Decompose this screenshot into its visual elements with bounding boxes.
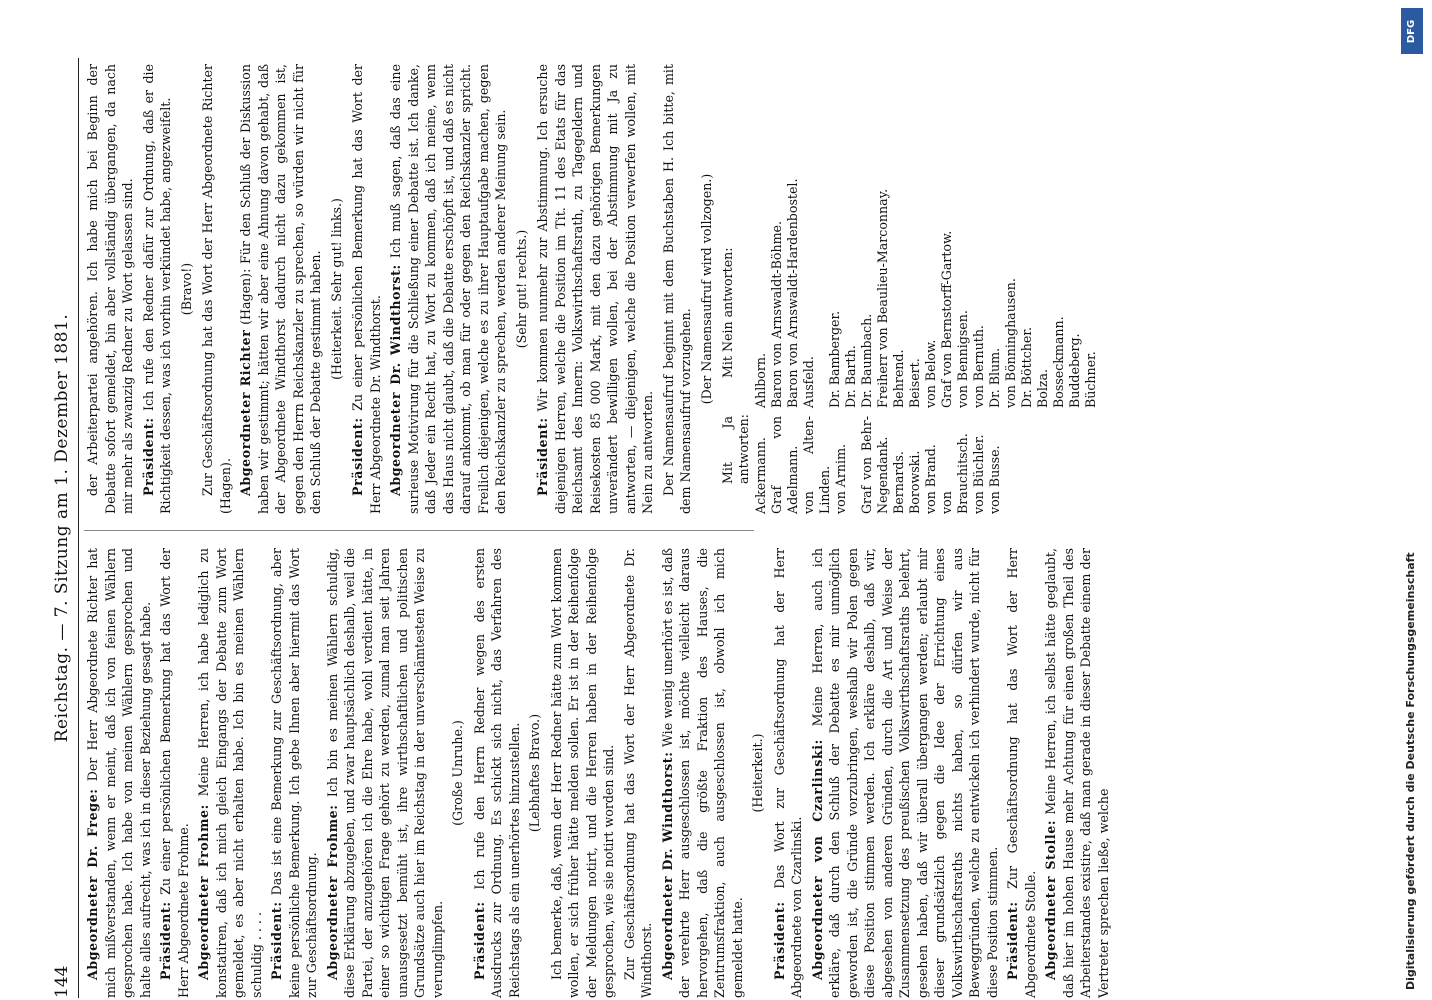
right_column-paragraph bbox=[534, 64, 657, 514]
running-title: Reichstag. — 7. Sitzung am 1. Dezember 1881. bbox=[52, 313, 72, 743]
ja-names bbox=[753, 416, 1099, 514]
left_column-paragraph bbox=[621, 548, 656, 998]
speaker-label: Abgeordneter Richter bbox=[238, 329, 253, 496]
member-name: von Alten-Linden. bbox=[801, 416, 832, 514]
page-number: 144 bbox=[52, 965, 72, 998]
member-name: Dr. Baumbach. bbox=[859, 313, 874, 408]
paragraph-text: Zur Geschäftsordnung hat das Wort der Herr Abgeordnete Dr. Windthorst. bbox=[621, 548, 654, 998]
dfg-logo-text: DFG bbox=[1406, 19, 1418, 43]
paragraph-text: Zu einer persönlichen Bemerkung hat das Wort der Herr Abgeordnete Dr. Windthorst. bbox=[350, 64, 383, 514]
right_column-paragraph bbox=[349, 64, 384, 514]
paragraph-text: der Arbeiterpartei angehören. Ich habe mich bei Beginn der Debatte sofort gemeldet, bin aber vollständig übergangen, da nach mir mehr als zwanzig Redner zu Wort gelassen sind. bbox=[85, 64, 135, 514]
right-column bbox=[84, 64, 1099, 514]
nein-names bbox=[753, 64, 1099, 408]
member-name: Graf von Bernstorff-Gartow. bbox=[939, 230, 954, 408]
member-name: Büchner. bbox=[1083, 351, 1098, 408]
member-name: von Brand. bbox=[923, 444, 938, 514]
header-rule bbox=[78, 58, 79, 998]
member-name: von Brauchitsch. bbox=[939, 433, 970, 514]
left_column-paragraph bbox=[548, 548, 618, 998]
left_column-paragraph bbox=[157, 548, 192, 998]
member-name: Freiherr von Beaulieu-Marconnay. bbox=[875, 188, 890, 408]
member-name: von Busse. bbox=[987, 445, 1002, 514]
paragraph-text: Der Herr Abgeordnete Richter hat mich mißverstanden, wenn er meint, daß ich von feinen Wählern gesprochen habe. Ich habe von meinen Wählern gesprochen und halte alles aufrecht, was ich in dieser Beziehung gesagt habe. bbox=[85, 548, 153, 998]
member-name: Dr. Barth. bbox=[843, 345, 858, 408]
name-gap bbox=[849, 416, 859, 514]
right_column-paragraph bbox=[84, 64, 137, 514]
running-head bbox=[50, 58, 80, 998]
left_column-paragraph bbox=[1042, 548, 1112, 998]
member-name: von Büchler. bbox=[971, 434, 986, 514]
left-column bbox=[84, 548, 1115, 998]
left_column-paragraph: (Heiterkeit.) bbox=[750, 733, 765, 813]
member-name: Graf von Adelmann. bbox=[769, 416, 800, 514]
paragraph-text: Das ist eine Bemerkung zur Geschäftsordnung, aber keine persönliche Bemerkung. Ich gebe Ihnen aber hiermit das Wort zur Geschäftsordnung. bbox=[269, 548, 319, 998]
paragraph-text: (Hagen): Für den Schluß der Diskussion haben wir gestimmt; hätten wir aber eine Ahnung davon gehabt, daß der Abgeordnete Windthorst dadurch nicht dazu gekommen ist, gegen den Herrn Reichskanzler zu sprechen, so würden wir nicht für den Schluß der Debatte gestimmt haben. bbox=[238, 63, 323, 514]
speaker-label: Präsident: bbox=[350, 417, 365, 496]
right_column-paragraph: (Heiterkeit. Sehr gut! links.) bbox=[328, 198, 344, 380]
paragraph-text: Ich muß sagen, daß das eine surieuse Motivirung für die Schließung einer Debatte ist. Ich danke, daß Jeder ein Recht hat, zu Wort zu kommen, daß ich meine, wenn das Haus nicht glaubt, daß die Debatte erschöpft ist, und daß es nicht darauf ankommt, ob man für oder gegen den Reichskanzler spricht. Freilich diejenigen, welche es zu ihrer Hauptaufgabe machen, gegen den Reichskanzler zu sprechen, werden anderer Meinung sein. bbox=[388, 64, 508, 514]
paragraph-text: Das Wort zur Geschäftsordnung hat der Herr Abgeordnete von Czarlinski. bbox=[771, 548, 804, 998]
dfg-credit-strip bbox=[1398, 0, 1432, 1000]
left_column-paragraph bbox=[268, 548, 321, 998]
paragraph-text: Zu einer persönlichen Bemerkung hat das Wort der Herr Abgeordnete Frohme. bbox=[158, 548, 191, 998]
left_column-paragraph bbox=[471, 548, 524, 998]
paragraph-text: Ich bin es meinen Wählern schuldig, diese Erklärung abzugeben, und zwar hauptsächlich deshalb, weil die Partei, der anzugehören ich die Ehre habe, wohl verdient hätte, in einer so wichtigen Frage gehört zu werden, zumal man seit Jahren unausgesetzt bemüht ist, ihre wirthschaftlichen und politischen Grundsätze auch hier im Reichstag in der unverschämtesten Weise zu verunglimpfen. bbox=[324, 547, 445, 998]
right_column-paragraph bbox=[387, 64, 510, 514]
speaker-label: Abgeordneter Dr. Frege: bbox=[85, 788, 100, 980]
scanned-page bbox=[50, 58, 1111, 998]
speaker-label: Abgeordneter Frohme: bbox=[324, 804, 340, 980]
member-name: Bernards. bbox=[891, 451, 906, 514]
member-name: Borowski. bbox=[907, 450, 922, 514]
speaker-label: Abgeordneter Frohme: bbox=[196, 804, 211, 980]
vote-list bbox=[719, 64, 1099, 514]
member-name: von Arnim. bbox=[833, 443, 848, 514]
right_column-paragraph bbox=[660, 64, 695, 514]
speaker-label: Präsident: bbox=[1005, 901, 1020, 980]
speaker-label: Abgeordneter Dr. Windthorst: bbox=[388, 264, 403, 496]
name-gap bbox=[817, 64, 827, 408]
speaker-label: Präsident: bbox=[771, 901, 787, 980]
member-name: Dr. Bamberger. bbox=[827, 310, 842, 408]
member-name: von Bernuth. bbox=[971, 325, 986, 408]
ja-heading: Mit Ja antworten: bbox=[720, 414, 751, 484]
speaker-label: Abgeordneter von Czarlinski: bbox=[809, 739, 825, 980]
member-name: von Bönninghausen. bbox=[1003, 278, 1018, 408]
member-name: Behrend. bbox=[891, 349, 906, 408]
member-name: Baron von Arnswaldt-Hardenbostel. bbox=[785, 178, 800, 408]
member-name: Ausfeld. bbox=[801, 356, 816, 408]
right_column-paragraph bbox=[199, 64, 234, 514]
paragraph-text: Meine Herren, ich selbst hätte geglaubt, daß hier im hohen Hause mehr Achtung für einen großen Theil des Arbeiterstandes existire, daß man gerade in dieser Debatte einem der Vertreter sprechen ließe, welche bbox=[1043, 548, 1111, 998]
speaker-label: Präsident: bbox=[535, 417, 550, 496]
member-name: von Below. bbox=[923, 339, 938, 408]
right_column-paragraph: (Sehr gut! rechts.) bbox=[513, 229, 529, 349]
member-name: Baron von Arnswaldt-Böhme. bbox=[769, 220, 784, 408]
speaker-label: Präsident: bbox=[269, 901, 284, 980]
member-name: Beisert. bbox=[907, 358, 922, 408]
column-divider bbox=[84, 530, 754, 531]
paragraph-text: Wie wenig unerhört es ist, daß der verehrte Herr ausgeschlossen ist, möchte vielleicht daraus hervorgehen, daß die größte Fraktion des Hauses, die Zentrumsfraktion, auch ausgeschlossen ist, obwohl ich mich gemeldet hatte. bbox=[659, 548, 745, 998]
left_column-paragraph bbox=[659, 548, 747, 998]
paragraph-text: Zur Geschäftsordnung hat das Wort der Herr Abgeordnete Richter (Hagen). bbox=[200, 64, 233, 514]
member-name: Bolza. bbox=[1035, 368, 1050, 408]
member-name: Ackermann. bbox=[753, 437, 768, 514]
speaker-label: Präsident: bbox=[140, 417, 156, 496]
paragraph-text: Ich rufe den Redner dafür zur Ordnung, daß er die Richtigkeit dessen, was ich vorhin verkündet habe, angezweifelt. bbox=[140, 64, 173, 514]
right_column-paragraph bbox=[140, 64, 175, 514]
paragraph-text: Meine Herren, ich habe lediglich zu konstatiren, daß ich mich gleich Eingangs der Debatte zum Wort gemeldet, es aber nicht erhalten habe. Ich bin es meinen Wählern schuldig . . . . bbox=[196, 548, 264, 998]
left_column-paragraph bbox=[195, 548, 265, 998]
member-name: Buddeberg. bbox=[1067, 333, 1082, 408]
member-name: Dr. Blum. bbox=[987, 347, 1002, 408]
paragraph-text: Ich bemerke, daß, wenn der Herr Redner hätte zum Wort kommen wollen, er sich früher hätte melden sollen. Er ist in der Reihenfolge der Meldungen notirt, und die Herren haben in der Reihenfolge gesprochen, wie sie notirt worden sind. bbox=[548, 548, 616, 998]
member-name: Ahlborn. bbox=[753, 352, 768, 408]
member-name: von Bennigsen. bbox=[955, 310, 970, 408]
left_column-paragraph bbox=[324, 548, 447, 998]
paragraph-text: Zur Geschäftsordnung hat das Wort der Herr Abgeordnete Stolle. bbox=[1005, 548, 1038, 998]
member-name: Dr. Böttcher. bbox=[1019, 327, 1034, 408]
vote-grid bbox=[719, 64, 1099, 514]
right-column-paragraphs bbox=[84, 64, 715, 514]
left_column-paragraph bbox=[84, 548, 154, 998]
speaker-label: Abgeordneter Stolle: bbox=[1043, 819, 1058, 980]
left_column-paragraph bbox=[771, 548, 806, 998]
left_column-paragraph bbox=[1004, 548, 1039, 998]
speaker-label: Präsident: bbox=[471, 901, 487, 980]
digitization-credit: Digitalisierung gefördert durch die Deutsche Forschungsgemeinschaft bbox=[1404, 552, 1417, 990]
right_column-paragraph bbox=[237, 64, 325, 514]
speaker-label: Präsident: bbox=[158, 901, 173, 980]
right_column-paragraph: (Bravo!) bbox=[178, 262, 194, 316]
right_column-paragraph: (Der Namensaufruf wird vollzogen.) bbox=[698, 173, 714, 405]
member-name: Graf von Behr-Negendank. bbox=[859, 416, 890, 514]
paragraph-text: Ich rufe den Herrn Redner wegen des ersten Ausdrucks zur Ordnung. Es schickt sich nicht, das Verfahren des Reichstags als ein unerhörtes hinzustellen. bbox=[471, 548, 522, 998]
left_column-paragraph: (Große Unruhe.) bbox=[450, 720, 465, 826]
speaker-label: Abgeordneter Dr. Windthorst: bbox=[659, 751, 675, 980]
member-name: Bosseckmann. bbox=[1051, 316, 1066, 408]
left_column-paragraph bbox=[809, 548, 1002, 998]
left_column-paragraph: (Lebhaftes Bravo.) bbox=[527, 713, 542, 833]
paragraph-text: Wir kommen nunmehr zur Abstimmung. Ich ersuche diejenigen Herren, welche die Position im Tit. 11 des Etats für das Reichsamt des Innern: Volkswirthschaftsrath, zu Tagegeldern und Reisekosten 85 000 Mark, mit den dazu gehörigen Bemerkungen unverändert bewilligen wollen, bei der Abstimmung mit Ja zu antworten, — diejenigen, welche die Position verwerfen wollen, mit Nein zu antworten. bbox=[535, 64, 655, 514]
paragraph-text: Der Namensaufruf beginnt mit dem Buchstaben H. Ich bitte, mit dem Namensaufruf vorzugehen. bbox=[660, 64, 693, 514]
paragraph-text: Meine Herren, auch ich erkläre, daß durch den Schluß der Debatte es mir unmöglich geworden ist, die Gründe vorzubringen, weshalb wir Polen gegen diese Position stimmen werden. Ich erkläre deshalb, daß wir, abgesehen von anderen Gründen, durch die Art und Weise der Zusammensetzung des preußischen Volkswirthschaftsraths belehrt, gesehen haben, daß wir überall übergangen werden; erlaubt mir dieser grundsätzlich gegen die Idee der Errichtung eines Volkswirthschaftsraths nichts haben, so dürfen wir aus Beweggründen, welche zu entwickeln ich verhindert wurde, nicht für diese Position stimmen. bbox=[809, 548, 1000, 998]
nein-heading: Mit Nein antworten: bbox=[720, 247, 735, 378]
